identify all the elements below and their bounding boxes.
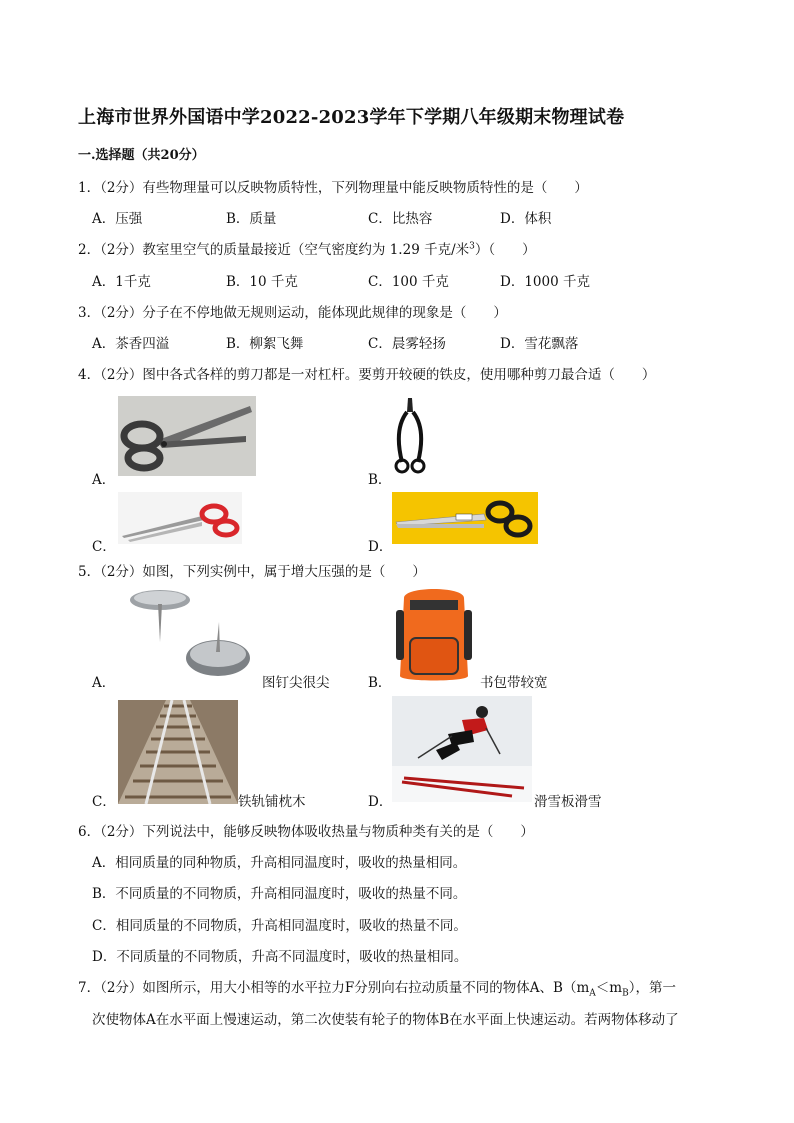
question-1: 1．（2分）有些物理量可以反映物质特性，下列物理量中能反映物质特性的是（ ） xyxy=(78,180,588,196)
red-scissors-icon xyxy=(118,492,242,544)
q4-option-d[interactable]: D． xyxy=(368,539,393,555)
q5-option-a[interactable]: A． xyxy=(92,675,116,691)
q6-option-d[interactable]: D．不同质量的不同物质，升高不同温度时，吸收的热量相同。 xyxy=(92,949,468,965)
q5-option-d[interactable]: D． xyxy=(368,794,393,810)
q4-option-b[interactable]: B． xyxy=(368,472,392,488)
q5-image-a-thumbtacks xyxy=(118,586,258,688)
question-2: 2．（2分）教室里空气的质量最接近（空气密度约为 1.29 千克/米$^3$）（ ） xyxy=(78,241,536,258)
q1-option-c[interactable]: C．比热容 xyxy=(368,211,433,227)
question-6: 6．（2分）下列说法中，能够反映物体吸收热量与物质种类有关的是（ ） xyxy=(78,824,534,840)
q5-caption-a: 图钉尖很尖 xyxy=(262,675,330,691)
backpack-icon xyxy=(392,580,476,686)
q3-option-b[interactable]: B．柳絮飞舞 xyxy=(226,336,304,352)
q1-option-b[interactable]: B．质量 xyxy=(226,211,277,227)
q5-image-d-skier xyxy=(392,696,532,802)
q3-option-d[interactable]: D．雪花飘落 xyxy=(500,336,579,352)
scissors-icon xyxy=(118,396,256,476)
q4-image-a-scissors xyxy=(118,396,256,476)
question-7-line-1: 7．（2分）如图所示，用大小相等的水平拉力F分别向右拉动质量不同的物体A、$B(m_A<m_B)$，第一 xyxy=(78,980,676,999)
hair-scissors-icon xyxy=(392,492,538,544)
q5-caption-c: 铁轨铺枕木 xyxy=(238,794,306,810)
q6-option-b[interactable]: B．不同质量的不同物质，升高相同温度时，吸收的热量不同。 xyxy=(92,886,467,902)
q2-option-c[interactable]: C．100 千克 xyxy=(368,274,449,290)
q5-caption-b: 书包带较宽 xyxy=(480,675,548,691)
q2-option-b[interactable]: B．10 千克 xyxy=(226,274,298,290)
q4-image-c-red-scissors xyxy=(118,492,242,544)
q6-option-a[interactable]: A．相同质量的同种物质，升高相同温度时，吸收的热量相同。 xyxy=(92,855,467,871)
q5-caption-d: 滑雪板滑雪 xyxy=(534,794,602,810)
question-7-line-2: 次使物体A在水平面上慢速运动，第二次使装有轮子的物体B在水平面上快速运动。若两物体移动了 xyxy=(92,1012,679,1028)
q6-option-c[interactable]: C．相同质量的不同物质，升高相同温度时，吸收的热量不同。 xyxy=(92,918,467,934)
q5-option-b[interactable]: B． xyxy=(368,675,392,691)
q5-image-c-railway xyxy=(118,700,238,804)
shears-icon xyxy=(392,396,428,476)
q5-image-b-backpack xyxy=(392,580,476,686)
question-4: 4．（2分）图中各式各样的剪刀都是一对杠杆。要剪开较硬的铁皮，使用哪种剪刀最合适（ ） xyxy=(78,367,656,383)
q4-image-b-shears xyxy=(392,396,428,476)
q2-option-a[interactable]: A．1千克 xyxy=(92,274,151,290)
q1-option-a[interactable]: A．压强 xyxy=(92,211,143,227)
section-heading: 一.选择题（共20分） xyxy=(78,148,205,163)
q3-option-c[interactable]: C．晨雾轻扬 xyxy=(368,336,446,352)
question-5: 5．（2分）如图，下列实例中，属于增大压强的是（ ） xyxy=(78,564,426,580)
question-3: 3．（2分）分子在不停地做无规则运动，能体现此规律的现象是（ ） xyxy=(78,305,507,321)
page-title: 上海市世界外国语中学2022-2023学年下学期八年级期末物理试卷 xyxy=(78,107,625,128)
thumbtack-icon xyxy=(118,586,258,688)
q4-option-c[interactable]: C． xyxy=(92,539,116,555)
q1-option-d[interactable]: D．体积 xyxy=(500,211,552,227)
q4-option-a[interactable]: A． xyxy=(92,472,116,488)
q4-image-d-hair-scissors xyxy=(392,492,538,544)
railway-icon xyxy=(118,700,238,804)
q5-option-c[interactable]: C． xyxy=(92,794,116,810)
q2-option-d[interactable]: D．1000 千克 xyxy=(500,274,590,290)
skier-icon xyxy=(392,696,532,802)
q3-option-a[interactable]: A．茶香四溢 xyxy=(92,336,170,352)
